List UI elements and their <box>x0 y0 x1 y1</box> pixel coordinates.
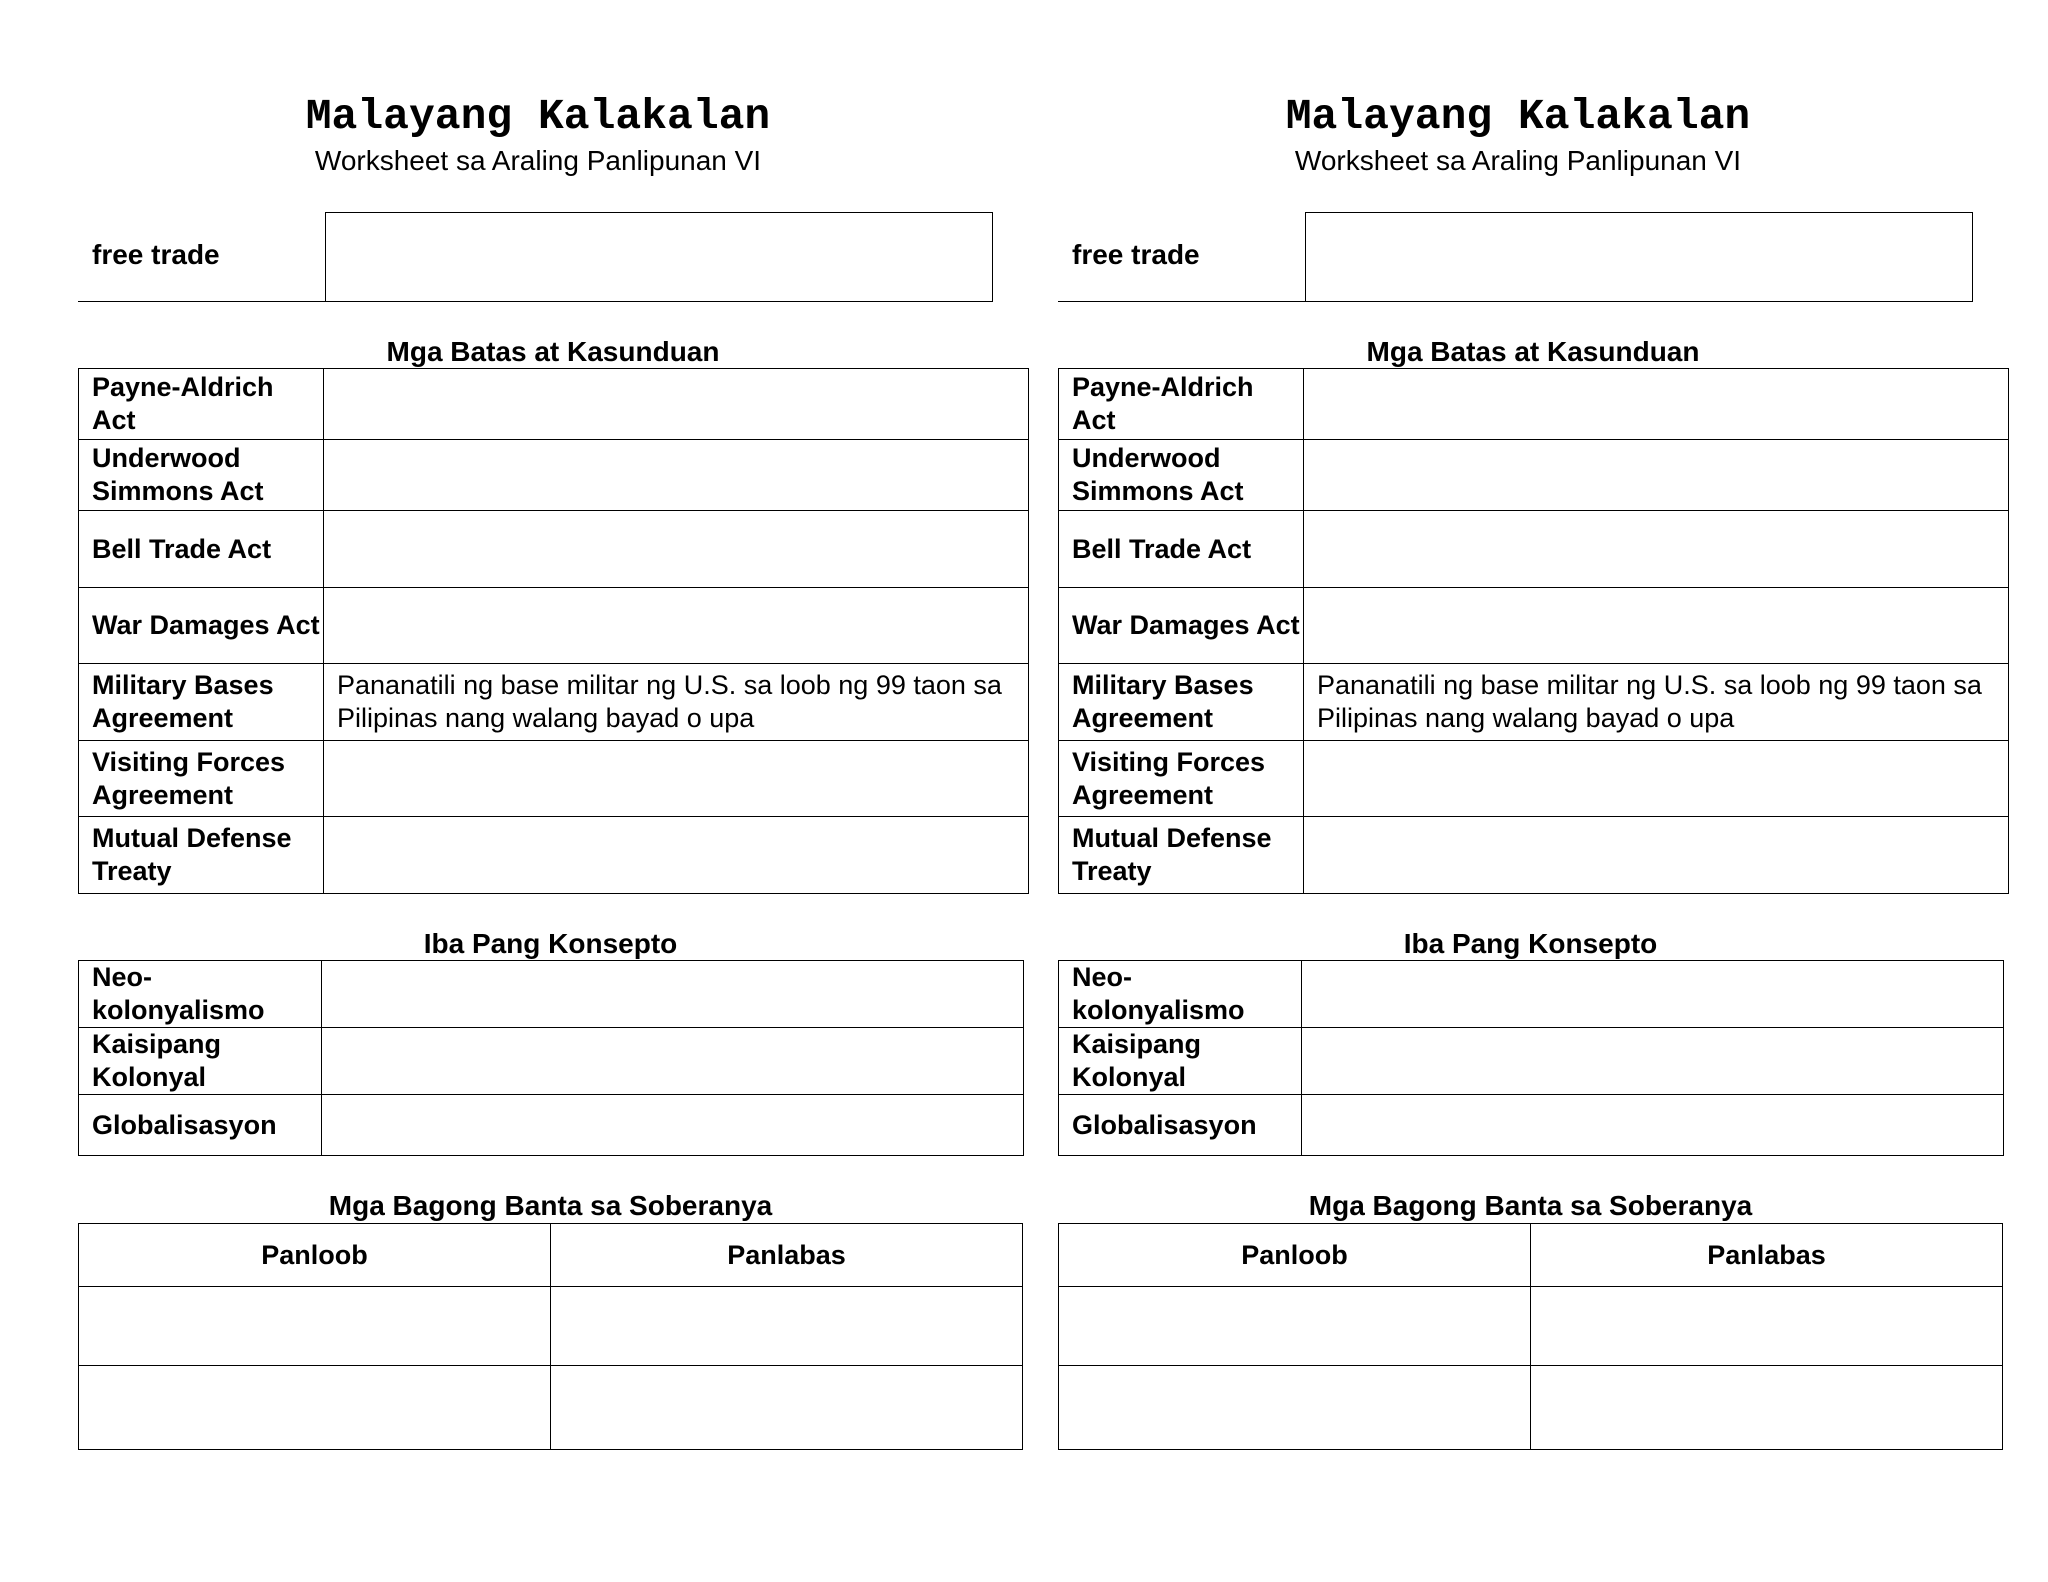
table-row <box>79 369 1029 440</box>
table-row <box>79 511 1029 588</box>
laws-heading: Mga Batas at Kasunduan <box>1366 336 1700 367</box>
law-label-payne-aldrich: Payne-Aldrich Act <box>1059 369 1304 440</box>
law-label-military-bases: Military Bases Agreement <box>1059 664 1304 741</box>
law-label-underwood-simmons: Underwood Simmons Act <box>1059 440 1304 511</box>
table-row <box>1059 961 2004 1028</box>
threats-col-panloob: Panloob <box>79 1224 551 1287</box>
law-label-bell-trade: Bell Trade Act <box>1059 511 1304 588</box>
threats-col-panloob: Panloob <box>1059 1224 1531 1287</box>
law-answer-payne-aldrich[interactable] <box>1304 369 2009 440</box>
concept-answer-neo-kolonyalismo[interactable] <box>322 961 1024 1028</box>
law-label-visiting-forces: Visiting Forces Agreement <box>79 741 324 817</box>
concept-label-kaisipang-kolonyal: Kaisipang Kolonyal <box>79 1028 322 1095</box>
table-row <box>1059 1028 2004 1095</box>
law-answer-underwood-simmons[interactable] <box>324 440 1029 511</box>
threat-external-answer[interactable] <box>551 1366 1023 1450</box>
table-row <box>79 1028 1024 1095</box>
worksheet-title: Malayang Kalakalan <box>1285 92 1751 141</box>
free-trade-underline <box>78 301 326 302</box>
free-trade-answer-box[interactable] <box>1305 212 1973 302</box>
law-answer-military-bases[interactable]: Pananatili ng base militar ng U.S. sa loob ng 99 taon sa Pilipinas nang walang bayad o upa <box>324 664 1029 741</box>
threat-external-answer[interactable] <box>551 1287 1023 1366</box>
table-row <box>1059 1095 2004 1156</box>
concept-label-kaisipang-kolonyal: Kaisipang Kolonyal <box>1059 1028 1302 1095</box>
threats-heading: Mga Bagong Banta sa Soberanya <box>328 1190 773 1221</box>
law-answer-visiting-forces[interactable] <box>1304 741 2009 817</box>
threats-table <box>78 1223 1023 1450</box>
law-label-war-damages: War Damages Act <box>1059 588 1304 664</box>
table-row <box>79 588 1029 664</box>
table-row <box>79 1224 1023 1287</box>
table-row <box>79 817 1029 894</box>
concept-label-neo-kolonyalismo: Neo-kolonyalismo <box>79 961 322 1028</box>
concept-answer-kaisipang-kolonyal[interactable] <box>322 1028 1024 1095</box>
table-row <box>79 961 1024 1028</box>
law-answer-mutual-defense[interactable] <box>324 817 1029 894</box>
threat-internal-answer[interactable] <box>1059 1287 1531 1366</box>
table-row <box>79 440 1029 511</box>
threats-col-panlabas: Panlabas <box>551 1224 1023 1287</box>
concept-answer-kaisipang-kolonyal[interactable] <box>1302 1028 2004 1095</box>
law-answer-war-damages[interactable] <box>1304 588 2009 664</box>
threat-internal-answer[interactable] <box>1059 1366 1531 1450</box>
free-trade-label: free trade <box>92 239 220 270</box>
table-row <box>1059 817 2009 894</box>
table-row <box>1059 588 2009 664</box>
law-answer-underwood-simmons[interactable] <box>1304 440 2009 511</box>
table-row <box>79 741 1029 817</box>
concepts-heading: Iba Pang Konsepto <box>423 928 678 959</box>
worksheet-subtitle: Worksheet sa Araling Panlipunan VI <box>1294 145 1742 176</box>
table-row <box>1059 1287 2003 1366</box>
threats-heading: Mga Bagong Banta sa Soberanya <box>1308 1190 1753 1221</box>
table-row <box>1059 1366 2003 1450</box>
law-label-war-damages: War Damages Act <box>79 588 324 664</box>
table-row <box>79 1287 1023 1366</box>
law-label-visiting-forces: Visiting Forces Agreement <box>1059 741 1304 817</box>
law-label-bell-trade: Bell Trade Act <box>79 511 324 588</box>
law-answer-payne-aldrich[interactable] <box>324 369 1029 440</box>
worksheet-title: Malayang Kalakalan <box>305 92 771 141</box>
free-trade-underline <box>1058 301 1306 302</box>
concept-answer-neo-kolonyalismo[interactable] <box>1302 961 2004 1028</box>
threats-col-panlabas: Panlabas <box>1531 1224 2003 1287</box>
threat-internal-answer[interactable] <box>79 1287 551 1366</box>
table-row <box>79 1366 1023 1450</box>
free-trade-answer-box[interactable] <box>325 212 993 302</box>
law-answer-war-damages[interactable] <box>324 588 1029 664</box>
table-row <box>1059 511 2009 588</box>
threat-external-answer[interactable] <box>1531 1287 2003 1366</box>
law-answer-visiting-forces[interactable] <box>324 741 1029 817</box>
concept-label-globalisasyon: Globalisasyon <box>79 1095 322 1156</box>
laws-heading: Mga Batas at Kasunduan <box>386 336 720 367</box>
law-answer-military-bases[interactable]: Pananatili ng base militar ng U.S. sa loob ng 99 taon sa Pilipinas nang walang bayad o upa <box>1304 664 2009 741</box>
law-label-military-bases: Military Bases Agreement <box>79 664 324 741</box>
table-row <box>1059 664 2009 741</box>
law-label-payne-aldrich: Payne-Aldrich Act <box>79 369 324 440</box>
law-answer-bell-trade[interactable] <box>1304 511 2009 588</box>
worksheet-subtitle: Worksheet sa Araling Panlipunan VI <box>314 145 762 176</box>
table-row <box>1059 1224 2003 1287</box>
law-label-mutual-defense: Mutual Defense Treaty <box>1059 817 1304 894</box>
law-label-mutual-defense: Mutual Defense Treaty <box>79 817 324 894</box>
law-answer-bell-trade[interactable] <box>324 511 1029 588</box>
table-row <box>79 664 1029 741</box>
concepts-heading: Iba Pang Konsepto <box>1403 928 1658 959</box>
threat-external-answer[interactable] <box>1531 1366 2003 1450</box>
law-label-underwood-simmons: Underwood Simmons Act <box>79 440 324 511</box>
table-row <box>1059 741 2009 817</box>
laws-table <box>1058 368 2009 894</box>
concepts-table <box>1058 960 2004 1156</box>
concept-label-globalisasyon: Globalisasyon <box>1059 1095 1302 1156</box>
law-answer-mutual-defense[interactable] <box>1304 817 2009 894</box>
table-row <box>79 1095 1024 1156</box>
concept-label-neo-kolonyalismo: Neo-kolonyalismo <box>1059 961 1302 1028</box>
concepts-table <box>78 960 1024 1156</box>
table-row <box>1059 369 2009 440</box>
free-trade-label: free trade <box>1072 239 1200 270</box>
laws-table <box>78 368 1029 894</box>
threat-internal-answer[interactable] <box>79 1366 551 1450</box>
concept-answer-globalisasyon[interactable] <box>1302 1095 2004 1156</box>
table-row <box>1059 440 2009 511</box>
threats-table <box>1058 1223 2003 1450</box>
concept-answer-globalisasyon[interactable] <box>322 1095 1024 1156</box>
